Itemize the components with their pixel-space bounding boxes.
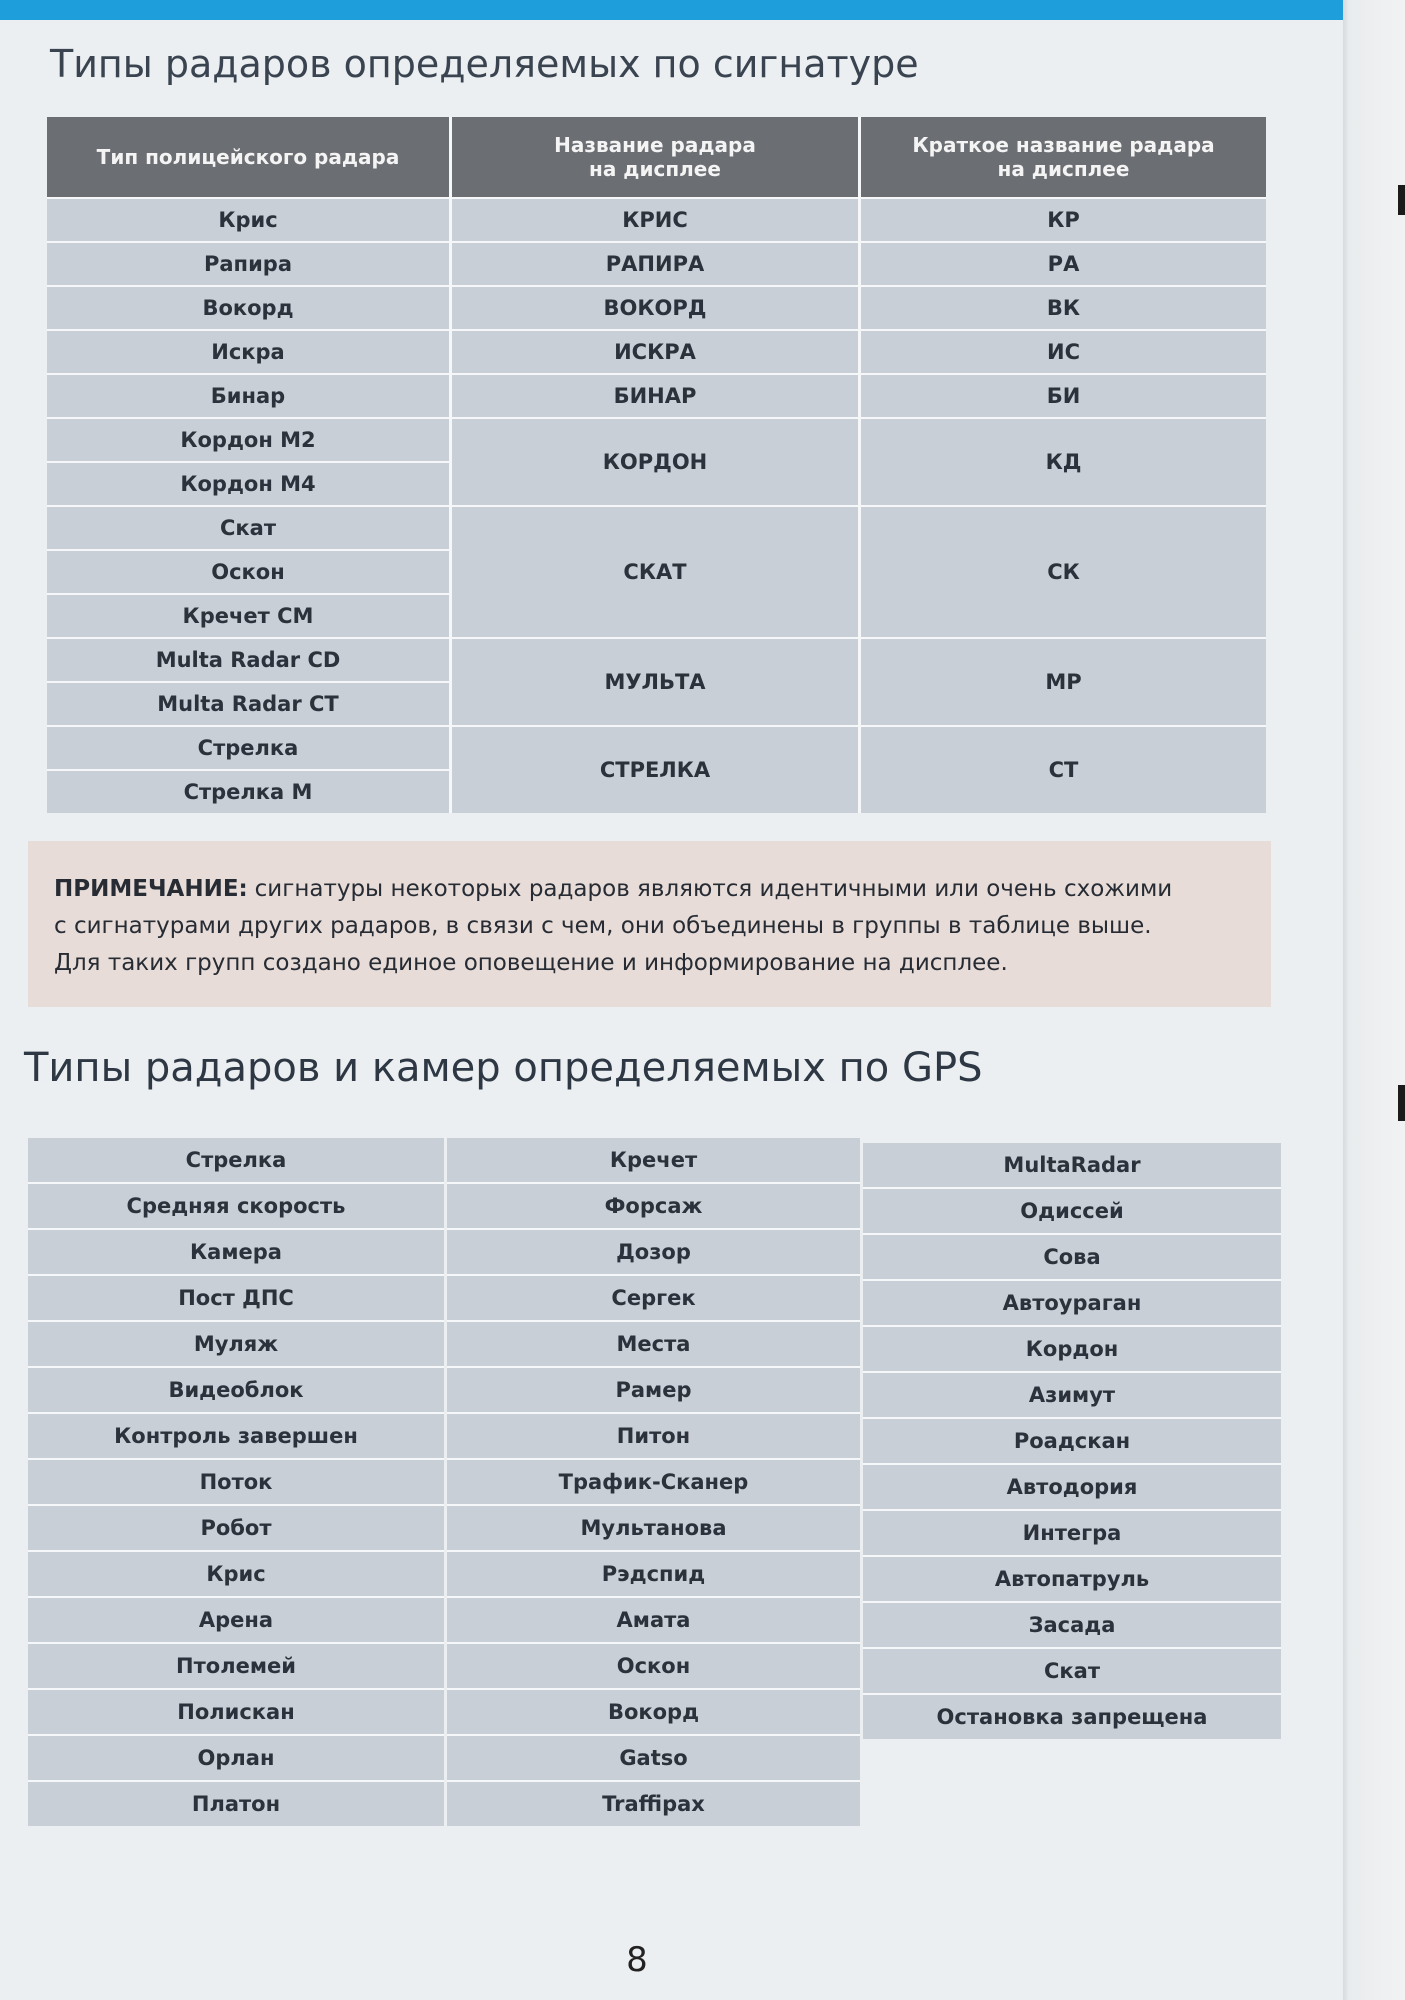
radar-type-cell: Кречет СМ	[47, 595, 449, 637]
gps-list-item: MultaRadar	[863, 1143, 1281, 1187]
table-header-police-radar-type: Тип полицейского радара	[47, 117, 449, 197]
table-header-display-name: Название радара на дисплее	[452, 117, 858, 197]
gps-list-item: Оскон	[447, 1644, 860, 1688]
gps-column	[447, 1138, 860, 1826]
short-name-cell: ВК	[861, 287, 1266, 329]
page-edge-mark	[1398, 1085, 1405, 1121]
gps-list-item: Робот	[28, 1506, 444, 1550]
display-name-cell: СТРЕЛКА	[452, 727, 858, 813]
gps-list-item: Орлан	[28, 1736, 444, 1780]
gps-list-item: Автоураган	[863, 1281, 1281, 1325]
radar-type-cell: Бинар	[47, 375, 449, 417]
gps-list-item: Арена	[28, 1598, 444, 1642]
display-name-cell: ВОКОРД	[452, 287, 858, 329]
display-name-cell: КОРДОН	[452, 419, 858, 505]
gps-list-item: Рэдспид	[447, 1552, 860, 1596]
adjacent-page-edge	[1343, 0, 1405, 2000]
radar-type-cell: Искра	[47, 331, 449, 373]
gps-list-item: Места	[447, 1322, 860, 1366]
radar-type-cell: Multa Radar CD	[47, 639, 449, 681]
display-name-cell: КРИС	[452, 199, 858, 241]
radar-type-cell: Крис	[47, 199, 449, 241]
gps-list-item: Рамер	[447, 1368, 860, 1412]
gps-list-item: Интегра	[863, 1511, 1281, 1555]
gps-list-item: Питон	[447, 1414, 860, 1458]
radar-type-cell: Стрелка М	[47, 771, 449, 813]
page-number: 8	[626, 1940, 648, 1980]
gps-list-item: Засада	[863, 1603, 1281, 1647]
display-name-cell: БИНАР	[452, 375, 858, 417]
gps-list-item: Мультанова	[447, 1506, 860, 1550]
gps-list-item: Кордон	[863, 1327, 1281, 1371]
gps-list-item: Gatso	[447, 1736, 860, 1780]
gps-list-item: Амата	[447, 1598, 860, 1642]
signature-section-title: Типы радаров определяемых по сигнатуре	[50, 42, 919, 86]
gps-list-item: Вокорд	[447, 1690, 860, 1734]
radar-type-cell: Кордон М2	[47, 419, 449, 461]
short-name-cell: КД	[861, 419, 1266, 505]
gps-section-title: Типы радаров и камер определяемых по GPS	[24, 1045, 983, 1091]
short-name-cell: МР	[861, 639, 1266, 725]
gps-list-item: Дозор	[447, 1230, 860, 1274]
gps-list-item: Стрелка	[28, 1138, 444, 1182]
gps-list-item: Одиссей	[863, 1189, 1281, 1233]
short-name-cell: СК	[861, 507, 1266, 637]
display-name-cell: ИСКРА	[452, 331, 858, 373]
gps-list-item: Птолемей	[28, 1644, 444, 1688]
note-label: ПРИМЕЧАНИЕ:	[54, 876, 248, 902]
radar-type-cell: Вокорд	[47, 287, 449, 329]
gps-list-item: Муляж	[28, 1322, 444, 1366]
short-name-cell: СТ	[861, 727, 1266, 813]
short-name-cell: БИ	[861, 375, 1266, 417]
display-name-cell: РАПИРА	[452, 243, 858, 285]
gps-list-item: Скат	[863, 1649, 1281, 1693]
radar-type-cell: Multa Radar CT	[47, 683, 449, 725]
note-text: сигнатуры некоторых радаров являются идентичными или очень схожими с сигнатурами других радаров, в связи с чем, они объединены в группы в таблице выше. Для таких групп создано единое оповещение и информирование на дисплее.	[54, 876, 1173, 976]
display-name-cell: СКАТ	[452, 507, 858, 637]
gps-list-item: Форсаж	[447, 1184, 860, 1228]
gps-list-item: Платон	[28, 1782, 444, 1826]
gps-list-item: Пост ДПС	[28, 1276, 444, 1320]
gps-list-item: Traffipax	[447, 1782, 860, 1826]
gps-list-item: Видеоблок	[28, 1368, 444, 1412]
gps-column	[28, 1138, 444, 1826]
gps-list-item: Поток	[28, 1460, 444, 1504]
radar-type-cell: Кордон М4	[47, 463, 449, 505]
gps-list-item: Контроль завершен	[28, 1414, 444, 1458]
radar-type-cell: Скат	[47, 507, 449, 549]
gps-list-item: Трафик-Сканер	[447, 1460, 860, 1504]
gps-list-item: Сова	[863, 1235, 1281, 1279]
gps-column	[863, 1143, 1281, 1739]
short-name-cell: КР	[861, 199, 1266, 241]
gps-list-item: Остановка запрещена	[863, 1695, 1281, 1739]
gps-list-item: Автопатруль	[863, 1557, 1281, 1601]
short-name-cell: ИС	[861, 331, 1266, 373]
table-header-short-name: Краткое название радара на дисплее	[861, 117, 1266, 197]
gps-list-item: Средняя скорость	[28, 1184, 444, 1228]
page-edge-mark	[1398, 185, 1405, 215]
radar-type-cell: Рапира	[47, 243, 449, 285]
display-name-cell: МУЛЬТА	[452, 639, 858, 725]
radar-type-cell: Оскон	[47, 551, 449, 593]
gps-list-item: Крис	[28, 1552, 444, 1596]
gps-list-item: Кречет	[447, 1138, 860, 1182]
note-box	[28, 841, 1271, 1007]
gps-list-item: Полискан	[28, 1690, 444, 1734]
gps-list-item: Автодория	[863, 1465, 1281, 1509]
short-name-cell: РА	[861, 243, 1266, 285]
top-accent-bar	[0, 0, 1343, 20]
gps-list-item: Камера	[28, 1230, 444, 1274]
radar-type-cell: Стрелка	[47, 727, 449, 769]
gps-radar-camera-table	[28, 1138, 1281, 1826]
gps-list-item: Роадскан	[863, 1419, 1281, 1463]
note-paragraph	[54, 871, 1271, 982]
gps-list-item: Сергек	[447, 1276, 860, 1320]
gps-list-item: Азимут	[863, 1373, 1281, 1417]
signature-radar-table	[47, 117, 1266, 813]
